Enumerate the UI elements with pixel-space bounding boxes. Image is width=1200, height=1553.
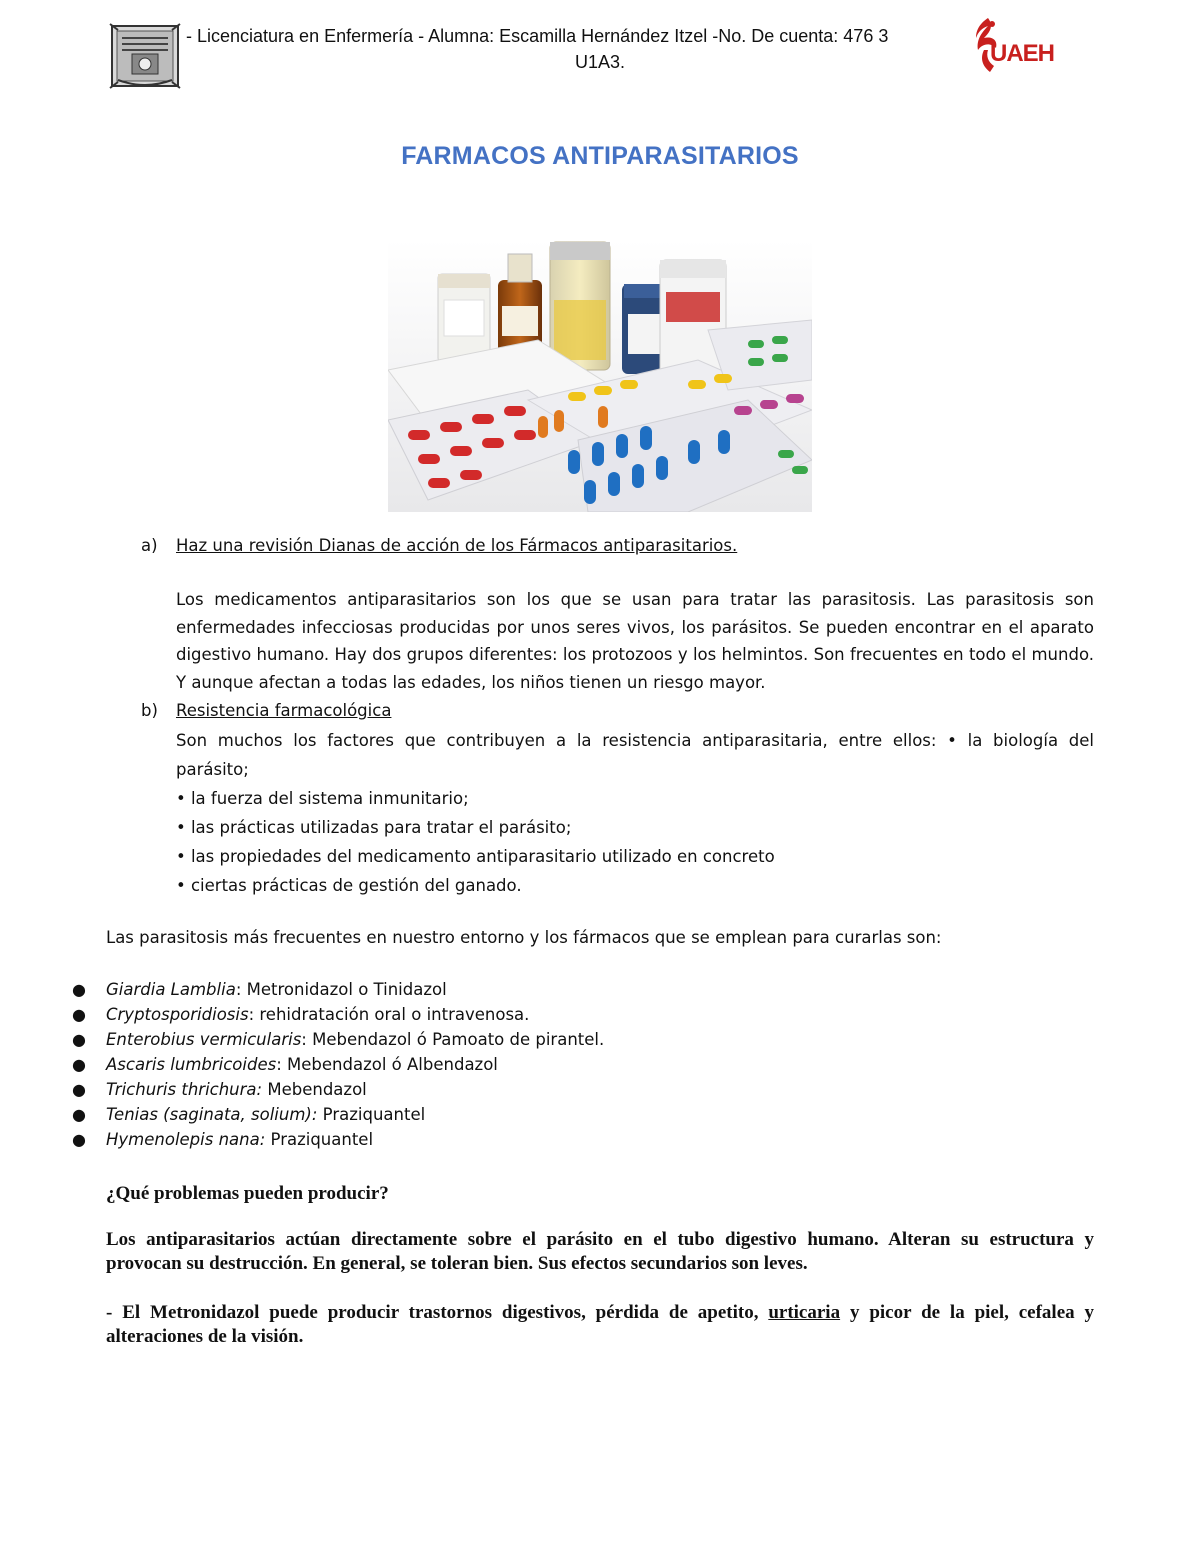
drug-name: Praziquantel (322, 1105, 426, 1124)
parasite-name: Cryptosporidiosis (106, 1005, 249, 1024)
parasite-name: Ascaris lumbricoides (106, 1055, 277, 1074)
drug-name: Metronidazol o Tinidazol (246, 980, 447, 999)
bullet-icon: ● (72, 1055, 86, 1074)
problems-paragraph-1-line-2: provocan su destrucción. En general, se toleran bien. Sus efectos secundarios son leves. (106, 1253, 808, 1274)
list-item (72, 1027, 605, 1052)
uaeh-logo (966, 14, 1062, 78)
list-item (72, 1102, 604, 1127)
problems-paragraph-1 (106, 1228, 1094, 1276)
parasitosis-list (72, 977, 605, 1152)
section-a-label: a) (141, 536, 158, 555)
parasite-name: Trichuris thrichura: (106, 1080, 263, 1099)
separator: : (276, 1055, 288, 1074)
section-b-intro-line-1: Son muchos los factores que contribuyen a la resistencia antiparasitaria, entre ellos: • la biología del (176, 731, 1094, 750)
section-a-line-1: Los medicamentos antiparasitarios son los que se usan para tratar las parasitosis. Las parasitosis son (176, 590, 1094, 609)
uaeh-logo-text: UAEH (990, 40, 1055, 67)
section-b-intro-line-2: parásito; (176, 760, 249, 779)
parasite-name: Enterobius vermicularis (106, 1030, 302, 1049)
problems-paragraph-1-line-1: Los antiparasitarios actúan directamente sobre el parásito en el tubo digestivo humano. Alteran su estructura y (106, 1229, 1094, 1250)
problems-paragraph-2-line-1 (106, 1301, 1094, 1325)
metronidazol-text-end: y picor de la piel, cefalea y (849, 1302, 1095, 1323)
drug-name: Mebendazol ó Pamoato de pirantel. (312, 1030, 605, 1049)
section-a-line-2: enfermedades infecciosas producidas por unos seres vivos, los parásitos. Se pueden encontrar en el aparato (176, 617, 1094, 637)
section-b-label: b) (141, 701, 158, 720)
list-item (72, 1077, 604, 1102)
drug-name: Praziquantel (270, 1130, 374, 1149)
factor-item: • ciertas prácticas de gestión del ganado. (176, 876, 522, 895)
urticaria-link[interactable]: urticaria (768, 1302, 841, 1323)
header-line-1: - Licenciatura en Enfermería - Alumna: Escamilla Hernández Itzel -No. De cuenta: 476 3 (186, 26, 889, 46)
problems-heading: ¿Qué problemas pueden producir? (106, 1183, 389, 1204)
list-item (72, 1127, 604, 1152)
factor-item: • la fuerza del sistema inmunitario; (176, 789, 469, 808)
bullet-icon: ● (72, 1130, 86, 1149)
separator: : (301, 1030, 313, 1049)
drug-name: rehidratación oral o intravenosa. (259, 1005, 530, 1024)
section-a-paragraph (176, 586, 1094, 696)
section-a-line-4: Y aunque afectan a todas las edades, los niños tienen un riesgo mayor. (176, 672, 766, 692)
bullet-icon: ● (72, 1030, 86, 1049)
medicines-photo (388, 240, 812, 512)
parasitosis-intro: Las parasitosis más frecuentes en nuestro entorno y los fármacos que se emplean para curarlas son: (106, 928, 942, 947)
section-a-line-3: digestivo humano. Hay dos grupos diferentes: los protozoos y los helmintos. Son frecuentes en todo el mundo. (176, 645, 1094, 664)
list-item (72, 1002, 604, 1027)
bullet-icon: ● (72, 980, 86, 999)
bullet-icon: ● (72, 1105, 86, 1124)
factor-item: • las prácticas utilizadas para tratar el parásito; (176, 818, 572, 837)
parasite-name: Giardia Lamblia (106, 980, 236, 999)
parasite-name: Tenias (saginata, solium): (106, 1105, 318, 1124)
section-b-paragraph (176, 726, 1094, 900)
section-a-heading: Haz una revisión Dianas de acción de los Fármacos antiparasitarios. (176, 536, 738, 555)
page-title: FARMACOS ANTIPARASITARIOS (401, 142, 799, 170)
bullet-icon: ● (72, 1005, 86, 1024)
list-item (72, 977, 604, 1002)
section-b-heading: Resistencia farmacológica (176, 701, 392, 720)
separator: : (248, 1005, 260, 1024)
problems-paragraph-2 (106, 1301, 1094, 1349)
separator: : (235, 980, 247, 999)
parasite-name: Hymenolepis nana: (106, 1130, 266, 1149)
drug-name: Mebendazol (267, 1080, 367, 1099)
metronidazol-text: - El Metronidazol puede producir trastornos digestivos, pérdida de apetito, (106, 1302, 759, 1323)
header-line-2: U1A3. (574, 52, 626, 72)
factor-item: • las propiedades del medicamento antiparasitario utilizado en concreto (176, 847, 775, 866)
list-item (72, 1052, 604, 1077)
bullet-icon: ● (72, 1080, 86, 1099)
problems-paragraph-2-line-2: alteraciones de la visión. (106, 1326, 304, 1347)
drug-name: Mebendazol ó Albendazol (287, 1055, 498, 1074)
